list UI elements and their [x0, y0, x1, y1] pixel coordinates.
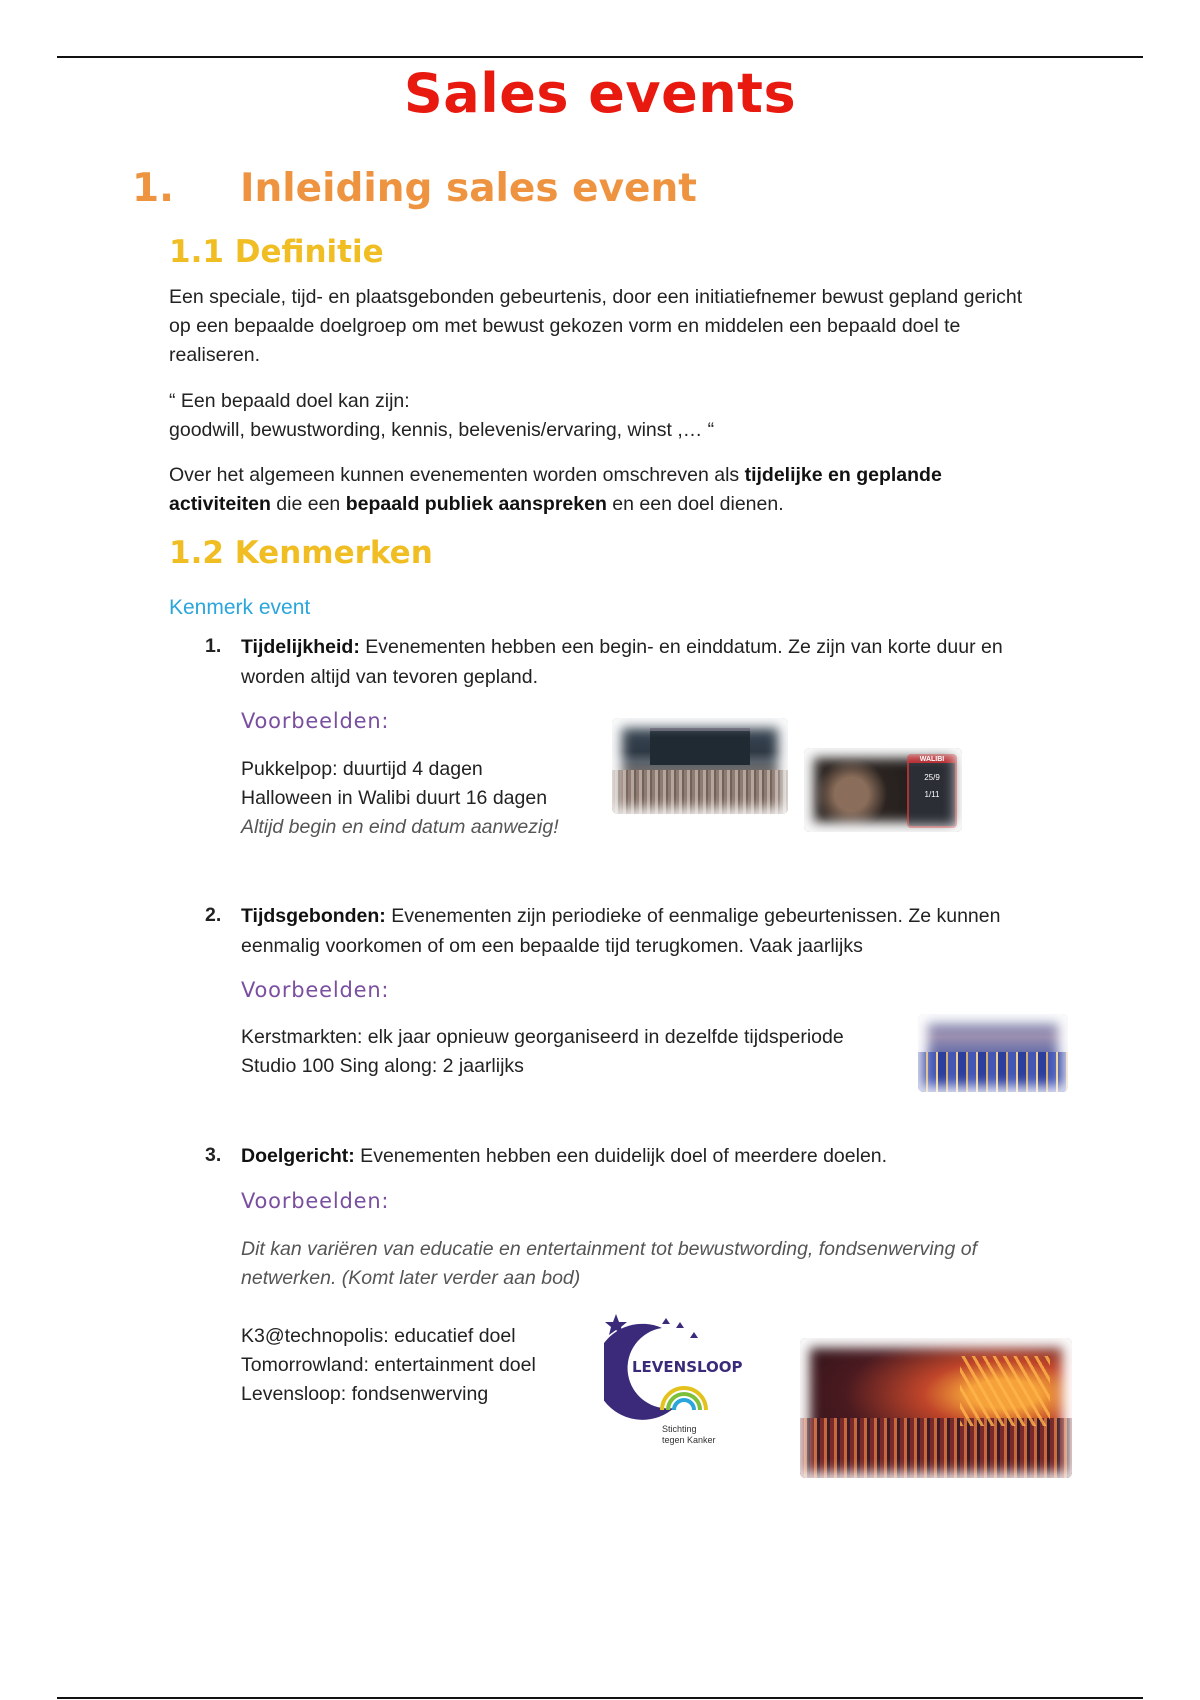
term: Tijdelijkheid:	[241, 636, 360, 658]
examples-label: Voorbeelden:	[241, 1189, 390, 1213]
bottom-rule	[57, 1697, 1143, 1699]
term: Tijdsgebonden:	[241, 905, 386, 927]
term-text: Evenementen hebben een duidelijk doel of meerdere doelen.	[354, 1145, 888, 1167]
quote-line-2: goodwill, bewustwording, kennis, belevenis/ervaring, winst ,… “	[169, 419, 715, 441]
list-item-tijdsgebonden	[241, 901, 1061, 961]
term: Doelgericht:	[241, 1145, 355, 1167]
example: Levensloop: fondsenwerving	[241, 1383, 489, 1405]
examples-label: Voorbeelden:	[241, 709, 390, 733]
market-stalls	[918, 1052, 1068, 1092]
section-number: 1.	[132, 166, 174, 211]
list-number: 3.	[205, 1144, 222, 1166]
summary-bold: tijdelijke en geplande activiteiten	[169, 464, 942, 515]
levensloop-logo	[604, 1310, 754, 1460]
list-item-tijdelijkheid	[241, 632, 1061, 692]
crowd-lights	[800, 1418, 1072, 1478]
summary-bold: bepaald publiek aanspreken	[345, 493, 607, 515]
list-item-doelgericht	[241, 1141, 1061, 1171]
crowd-shape	[612, 770, 788, 814]
example: Halloween in Walibi duurt 16 dagen	[241, 787, 548, 809]
definitie-quote	[169, 387, 1049, 445]
example-note: Altijd begin en eind datum aanwezig!	[241, 816, 559, 838]
quote-line-1: “ Een bepaald doel kan zijn:	[169, 390, 410, 412]
example: Kerstmarkten: elk jaar opnieuw georganiseerd in dezelfde tijdsperiode	[241, 1026, 844, 1048]
logo-subtext-line: tegen Kanker	[662, 1435, 716, 1445]
page-title: Sales events	[403, 62, 797, 125]
top-rule	[57, 56, 1143, 58]
summary-part: die een	[270, 493, 346, 515]
stage-shape	[650, 728, 750, 765]
tomorrowland-photo	[800, 1338, 1072, 1478]
walibi-date: 25/9	[924, 773, 940, 782]
examples-label: Voorbeelden:	[241, 978, 390, 1002]
logo-subtext	[662, 1424, 716, 1446]
examples-list	[241, 755, 559, 842]
example: Studio 100 Sing along: 2 jaarlijks	[241, 1055, 524, 1077]
term-text: Evenementen hebben een begin- en einddatum. Ze zijn van korte duur en worden altijd van tevoren gepland.	[241, 636, 1003, 688]
walibi-date: 1/11	[924, 790, 940, 799]
triangle-icon	[690, 1332, 698, 1338]
term-text: Evenementen zijn periodieke of eenmalige gebeurtenissen. Ze kunnen eenmalig voorkomen of om een bepaalde tijd terugkomen. Vaak jaarlijks	[241, 905, 1001, 957]
examples-list	[241, 1322, 536, 1409]
heading-kenmerken: 1.2 Kenmerken	[169, 535, 433, 571]
kerstmarkt-photo	[918, 1014, 1068, 1092]
examples-note: Dit kan variëren van educatie en entertainment tot bewustwording, fondsenwerving of netwerken. (Komt later verder aan bod)	[241, 1238, 978, 1289]
summary-part: en een doel dienen.	[606, 493, 784, 515]
section-title: Inleiding sales event	[240, 166, 697, 211]
definitie-summary	[169, 461, 1049, 519]
examples-list	[241, 1023, 844, 1081]
stage-fireworks	[960, 1356, 1050, 1426]
logo-text: LEVENSLOOP	[632, 1358, 743, 1376]
subheading-kenmerk-event: Kenmerk event	[169, 596, 311, 619]
list-number: 2.	[205, 904, 222, 926]
summary-part: Over het algemeen kunnen evenementen worden omschreven als	[169, 464, 745, 486]
example: Tomorrowland: entertainment doel	[241, 1354, 536, 1376]
heading-definitie: 1.1 Definitie	[169, 234, 384, 270]
definitie-paragraph	[169, 283, 1049, 370]
definitie-text: Een speciale, tijd- en plaatsgebonden gebeurtenis, door een initiatiefnemer bewust gepland gericht op een bepaalde doelgroep om met bewust gekozen vorm en middelen een bepaald doel te realiseren.	[169, 286, 1023, 366]
walibi-halloween-photo	[804, 748, 962, 832]
list-number: 1.	[205, 635, 222, 657]
example: K3@technopolis: educatief doel	[241, 1325, 516, 1347]
summary-text	[169, 461, 1049, 519]
logo-subtext-line: Stichting	[662, 1424, 697, 1434]
rainbow-arc	[674, 1400, 694, 1410]
walibi-badge: WALIBI	[909, 756, 955, 763]
triangle-icon	[676, 1322, 684, 1328]
triangle-icon	[662, 1318, 670, 1324]
date-badge	[907, 754, 957, 828]
pukkelpop-photo	[612, 718, 788, 814]
example: Pukkelpop: duurtijd 4 dagen	[241, 758, 483, 780]
